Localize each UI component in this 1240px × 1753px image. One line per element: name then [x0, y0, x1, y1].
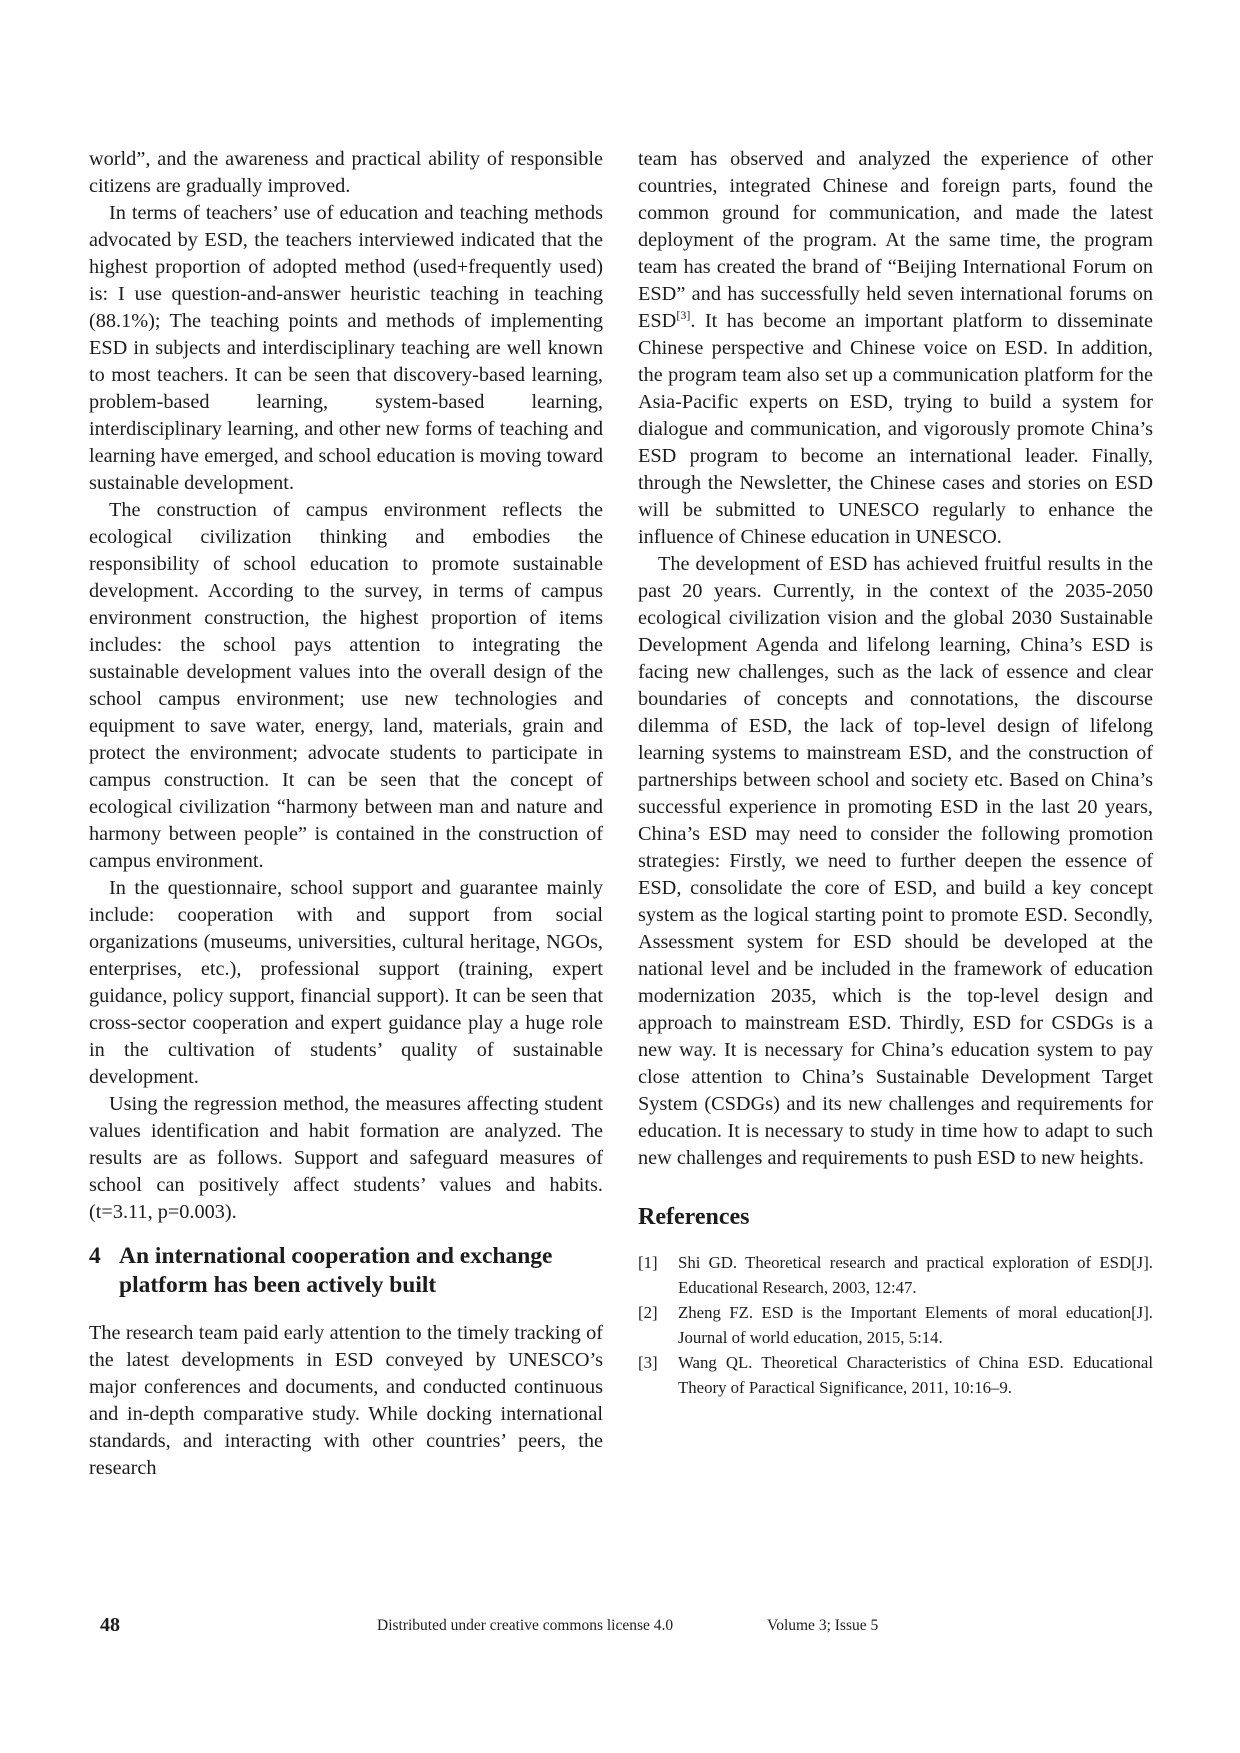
left-column	[89, 146, 603, 1482]
body-paragraph: In terms of teachers’ use of education and teaching methods advocated by ESD, the teachers interviewed indicated that the highest proportion of adopted method (used+frequently used) is: I use question-and-answer heuristic teaching in teaching (88.1%); The teaching points and methods of implementing ESD in subjects and interdisciplinary teaching are well known to most teachers. It can be seen that discovery-based learning, problem-based learning, system-based learning, interdisciplinary learning, and other new forms of teaching and learning have emerged, and school education is moving toward sustainable development.	[89, 202, 603, 494]
references-heading: References	[638, 1204, 750, 1230]
body-paragraph: The development of ESD has achieved fruitful results in the past 20 years. Currently, in the context of the 2035-2050 ecological civilization vision and the global 2030 Sustainable Development Agenda and lifelong learning, China’s ESD is facing new challenges, such as the lack of essence and clear boundaries of concepts and connotations, the discourse dilemma of ESD, the lack of top-level design of lifelong learning systems to mainstream ESD, and the construction of partnerships between school and society etc. Based on China’s successful experience in promoting ESD in the last 20 years, China’s ESD may need to consider the following promotion strategies: Firstly, we need to further deepen the essence of ESD, consolidate the core of ESD, and build a key concept system as the logical starting point to promote ESD. Secondly, Assessment system for ESD should be developed at the national level and be included in the framework of education modernization 2035, which is the top-level design and approach to mainstream ESD. Thirdly, ESD for CSDGs is a new way. It is necessary for China’s education system to pay close attention to China’s Sustainable Development Target System (CSDGs) and its new challenges and requirements for education. It is necessary to study in time how to adapt to such new challenges and requirements to push ESD to new heights.	[638, 553, 1153, 1169]
right-column	[638, 146, 1153, 1400]
body-paragraph: world”, and the awareness and practical ability of responsible citizens are gradually improved.	[89, 148, 603, 197]
body-paragraph: Using the regression method, the measures affecting student values identification and habit formation are analyzed. The results are as follows. Support and safeguard measures of school can positively affect students’ values and habits. (t=3.11, p=0.003).	[89, 1093, 603, 1223]
body-paragraph: The research team paid early attention to the timely tracking of the latest developments in ESD conveyed by UNESCO’s major conferences and documents, and conducted continuous and in-depth comparative study. While docking international standards, and interacting with other countries’ peers, the research	[89, 1322, 603, 1479]
section-heading	[89, 1242, 603, 1300]
reference-item	[638, 1350, 1153, 1400]
reference-item	[638, 1300, 1153, 1350]
paragraph-text: . It has become an important platform to disseminate Chinese perspective and Chinese voice on ESD. In addition, the program team also set up a communication platform for the Asia-Pacific experts on ESD, trying to build a system for dialogue and communication, and vigorously promote China’s ESD program to become an international leader. Finally, through the Newsletter, the Chinese cases and stories on ESD will be submitted to UNESCO regularly to enhance the influence of Chinese education in UNESCO.	[638, 310, 1153, 548]
section-title-line2: platform has been actively built	[119, 1272, 437, 1298]
reference-item	[638, 1250, 1153, 1300]
citation-link[interactable]: [3]	[676, 308, 691, 323]
reference-text: Shi GD. Theoretical research and practical exploration of ESD[J]. Educational Research, 2003, 12:47.	[678, 1253, 1153, 1297]
section-number: 4	[89, 1243, 101, 1269]
body-paragraph: The construction of campus environment reflects the ecological civilization thinking and embodies the responsibility of school education to promote sustainable development. According to the survey, in terms of campus environment construction, the highest proportion of items includes: the school pays attention to integrating the sustainable development values into the overall design of the school campus environment; use new technologies and equipment to save water, energy, land, materials, grain and protect the environment; advocate students to participate in campus construction. It can be seen that the concept of ecological civilization “harmony between man and nature and harmony between people” is contained in the construction of campus environment.	[89, 499, 603, 872]
paragraph-text: team has observed and analyzed the experience of other countries, integrated Chinese and foreign parts, found the common ground for communication, and made the latest deployment of the program. At the same time, the program team has created the brand of “Beijing International Forum on ESD” and has successfully held seven international forums on ESD	[638, 148, 1153, 332]
reference-text: Wang QL. Theoretical Characteristics of China ESD. Educational Theory of Paractical Significance, 2011, 10:16–9.	[678, 1353, 1153, 1397]
body-paragraph: In the questionnaire, school support and guarantee mainly include: cooperation with and support from social organizations (museums, universities, cultural heritage, NGOs, enterprises, etc.), professional support (training, expert guidance, policy support, financial support). It can be seen that cross-sector cooperation and expert guidance play a huge role in the cultivation of students’ quality of sustainable development.	[89, 877, 603, 1088]
page-number: 48	[100, 1614, 120, 1636]
section-title-line1: An international cooperation and exchange	[119, 1243, 553, 1269]
license-notice: Distributed under creative commons license 4.0	[377, 1617, 674, 1634]
volume-issue: Volume 3; Issue 5	[767, 1617, 879, 1634]
reference-text: Zheng FZ. ESD is the Important Elements of moral education[J]. Journal of world education, 2015, 5:14.	[678, 1303, 1153, 1347]
reference-number: [3]	[638, 1353, 658, 1372]
body-paragraph	[638, 146, 1153, 551]
reference-number: [2]	[638, 1303, 658, 1322]
reference-number: [1]	[638, 1253, 658, 1272]
